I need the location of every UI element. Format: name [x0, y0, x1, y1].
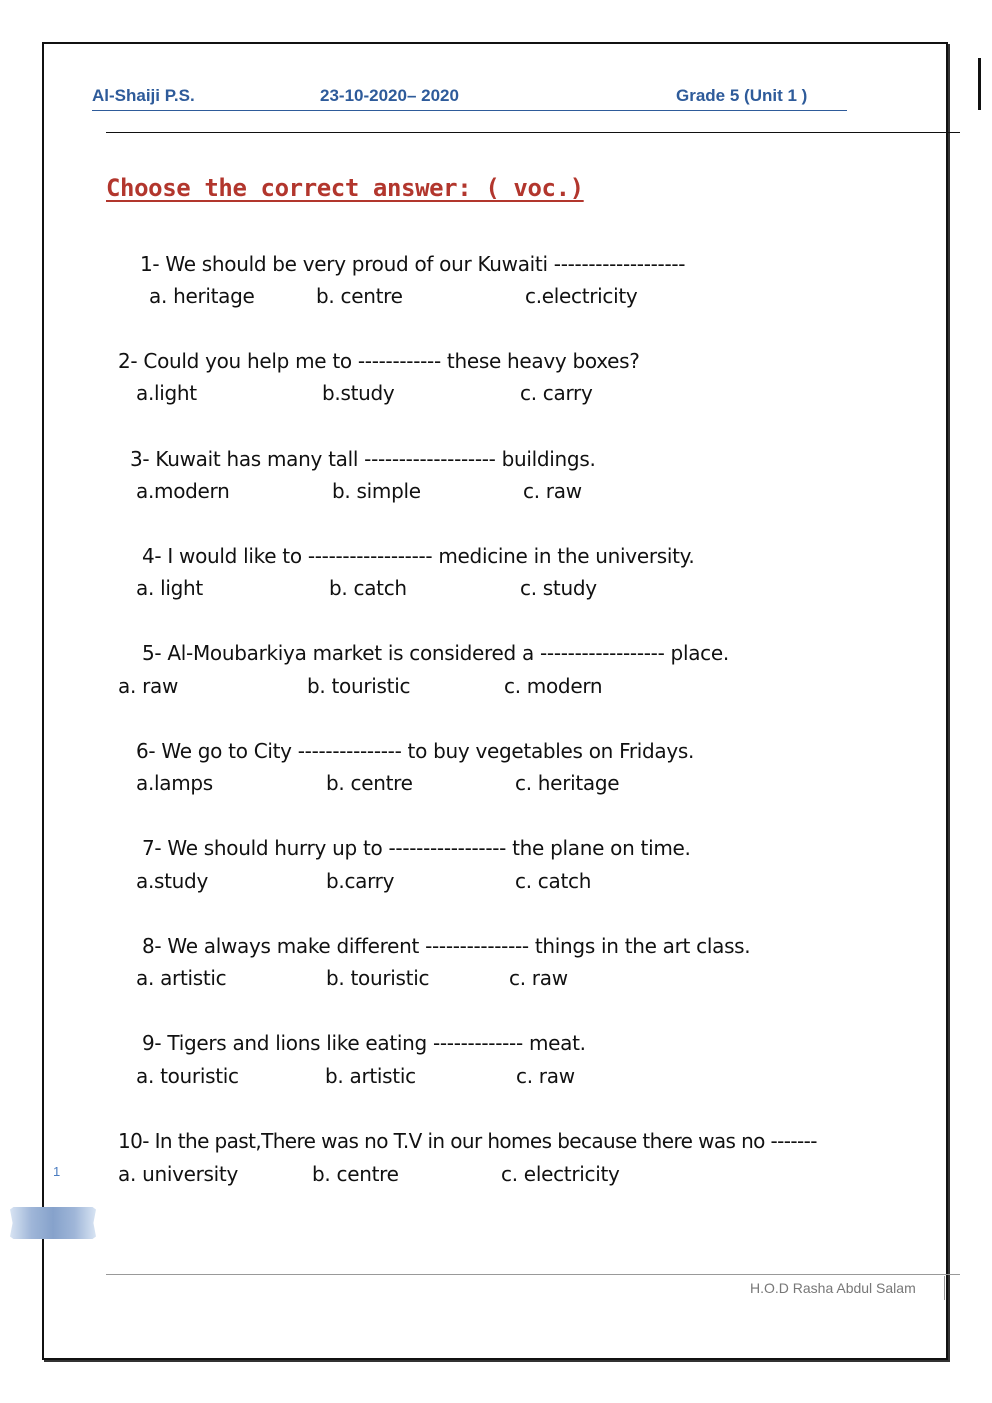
q5-option-b: b. touristic	[307, 674, 411, 698]
footer-separator	[944, 1276, 945, 1300]
q7-option-c: c. catch	[515, 869, 592, 893]
q5-option-a: a. raw	[118, 674, 179, 698]
q3-option-c: c. raw	[523, 479, 582, 503]
question-1: 1- We should be very proud of our Kuwaiti -------------------	[140, 252, 686, 276]
question-7: 7- We should hurry up to ----------------- the plane on time.	[142, 836, 691, 860]
header-divider	[106, 132, 960, 133]
q6-option-c: c. heritage	[515, 771, 620, 795]
q10-option-c: c. electricity	[501, 1162, 620, 1186]
question-3: 3- Kuwait has many tall ------------------- buildings.	[130, 447, 596, 471]
q6-option-b: b. centre	[326, 771, 413, 795]
question-5: 5- Al-Moubarkiya market is considered a ------------------ place.	[142, 641, 729, 665]
q2-option-a: a.light	[136, 381, 197, 405]
school-name: Al-Shaiji P.S.	[92, 86, 195, 105]
q4-option-a: a. light	[136, 576, 203, 600]
q9-option-c: c. raw	[516, 1064, 575, 1088]
q8-option-c: c. raw	[509, 966, 568, 990]
q6-option-a: a.lamps	[136, 771, 213, 795]
grade-unit: Grade 5 (Unit 1 )	[676, 86, 808, 105]
q5-option-c: c. modern	[504, 674, 603, 698]
ribbon-decoration	[10, 1207, 96, 1239]
q3-option-a: a.modern	[136, 479, 230, 503]
q10-option-a: a. university	[118, 1162, 238, 1186]
worksheet-header	[92, 84, 847, 111]
question-2: 2- Could you help me to ------------ these heavy boxes?	[118, 349, 640, 373]
page-number: 1	[53, 1164, 61, 1179]
footer-divider	[106, 1274, 960, 1275]
q9-option-b: b. artistic	[325, 1064, 416, 1088]
page-title: Choose the correct answer: ( voc.)	[106, 174, 584, 202]
q2-option-b: b.study	[322, 381, 395, 405]
q1-option-a: a. heritage	[149, 284, 255, 308]
q4-option-b: b. catch	[329, 576, 407, 600]
q1-option-c: c.electricity	[525, 284, 638, 308]
q9-option-a: a. touristic	[136, 1064, 239, 1088]
q8-option-b: b. touristic	[326, 966, 430, 990]
question-8: 8- We always make different --------------- things in the art class.	[142, 934, 751, 958]
question-9: 9- Tigers and lions like eating ------------- meat.	[142, 1031, 586, 1055]
q1-option-b: b. centre	[316, 284, 403, 308]
worksheet-date: 23-10-2020– 2020	[320, 86, 459, 105]
q3-option-b: b. simple	[332, 479, 421, 503]
q7-option-b: b.carry	[326, 869, 395, 893]
footer-author: H.O.D Rasha Abdul Salam	[750, 1280, 916, 1296]
q8-option-a: a. artistic	[136, 966, 227, 990]
edge-mark	[978, 58, 981, 110]
q7-option-a: a.study	[136, 869, 208, 893]
q10-option-b: b. centre	[312, 1162, 399, 1186]
q4-option-c: c. study	[520, 576, 597, 600]
q2-option-c: c. carry	[520, 381, 593, 405]
question-10: 10- In the past,There was no T.V in our homes because there was no -------	[118, 1129, 817, 1153]
question-4: 4- I would like to ------------------ medicine in the university.	[142, 544, 695, 568]
question-6: 6- We go to City --------------- to buy vegetables on Fridays.	[136, 739, 695, 763]
